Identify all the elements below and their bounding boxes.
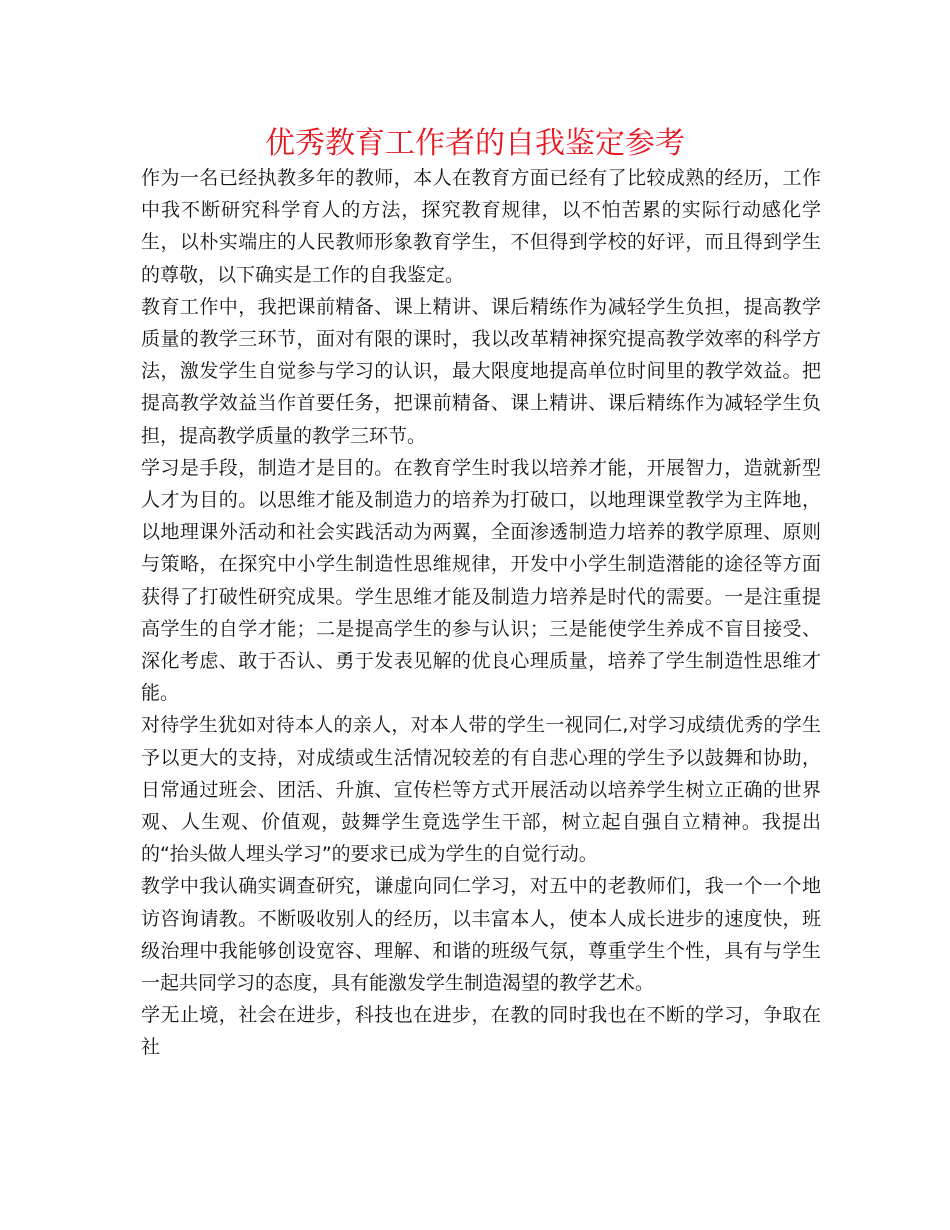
paragraph-research: 教学中我认确实调查研究，谦虚向同仁学习，对五中的老教师们，我一个一个地访咨询请教。不断吸收别人的经历，以丰富本人，使本人成长进步的速度快，班级治理中我能够创设宽容、理解、和谐的班级气氛，尊重学生个性，具有与学生一起共同学习的态度，具有能激发学生制造渴望的教学艺术。 bbox=[141, 875, 821, 995]
document-body bbox=[141, 162, 821, 1064]
paragraph-students: 对待学生犹如对待本人的亲人，对本人带的学生一视同仁,对学习成绩优秀的学生予以更大的支持，对成绩或生活情况较差的有自悲心理的学生予以鼓舞和协助，日常通过班会、团活、升旗、宣传栏等方式开展活动以培养学生树立正确的世界观、人生观、价值观，鼓舞学生竟选学生干部，树立起自强自立精神。我提出的“抬头做人埋头学习”的要求已成为学生的自觉行动。 bbox=[141, 714, 821, 866]
document-title: 优秀教育工作者的自我鉴定参考 bbox=[265, 126, 685, 161]
paragraph-creativity: 学习是手段，制造才是目的。在教育学生时我以培养才能，开展智力，造就新型人才为目的。以思维才能及制造力的培养为打破口，以地理课堂教学为主阵地，以地理课外活动和社会实践活动为两翼，全面渗透制造力培养的教学原理、原则与策略，在探究中小学生制造性思维规律，开发中小学生制造潜能的途径等方面获得了打破性研究成果。学生思维才能及制造力培养是时代的需要。一是注重提高学生的自学才能；二是提高学生的参与认识；三是能使学生养成不盲目接受、深化考虑、敢于否认、勇于发表见解的优良心理质量，培养了学生制造性思维才能。 bbox=[141, 456, 821, 705]
paragraph-teaching-method: 教育工作中，我把课前精备、课上精讲、课后精练作为减轻学生负担，提高教学质量的教学三环节，面对有限的课时，我以改革精神探究提高教学效率的科学方法，激发学生自觉参与学习的认识，最大限度地提高单位时间里的教学效益。把提高教学效益当作首要任务，把课前精备、课上精讲、课后精练作为减轻学生负担，提高教学质量的教学三环节。 bbox=[141, 295, 821, 447]
paragraph-learning: 学无止境，社会在进步，科技也在进步，在教的同时我也在不断的学习，争取在社 bbox=[141, 1004, 821, 1059]
paragraph-intro: 作为一名已经执教多年的教师，本人在教育方面已经有了比较成熟的经历，工作中我不断研究科学育人的方法，探究教育规律，以不怕苦累的实际行动感化学生，以朴实端庄的人民教师形象教育学生，不但得到学校的好评，而且得到学生的尊敬，以下确实是工作的自我鉴定。 bbox=[141, 167, 821, 286]
